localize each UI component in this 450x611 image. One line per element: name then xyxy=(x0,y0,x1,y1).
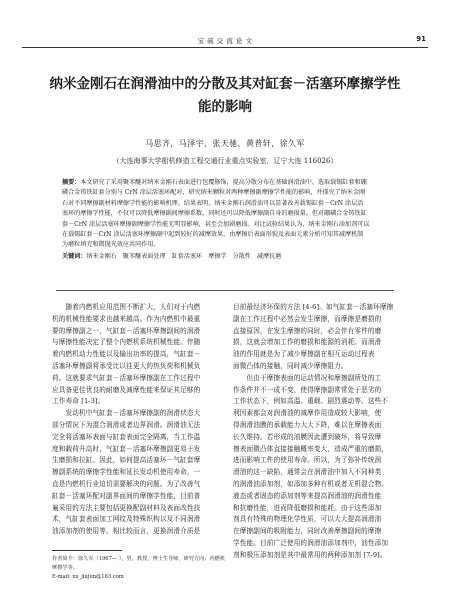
page-number: 91 xyxy=(416,35,426,43)
body-text-line: 利因素都会对润滑油的减摩作用造成较大影响，使 xyxy=(233,409,382,418)
footnote-rule xyxy=(52,550,122,551)
body-text-line: 要的摩擦副之一，气缸套－活塞环摩擦副间的润滑 xyxy=(52,326,201,335)
keywords xyxy=(62,252,390,262)
body-column-right xyxy=(233,302,409,562)
body-text-line: 进而影响工件的使用寿命。所以，为了弥补传统润 xyxy=(233,456,382,465)
abstract-label: 摘要： xyxy=(62,179,81,186)
body-text-line: 的润滑油添加剂，如添加多种有机或者无机混合物。 xyxy=(233,479,389,488)
keywords-label: 关键词： xyxy=(62,252,87,260)
body-text-line: 直是内燃机行业迫切需要解决的问题。为了改善气 xyxy=(52,479,201,488)
body-column-left xyxy=(52,302,228,538)
body-text-line: 油添加剂的使用等。相比较而言，更换润滑介质是 xyxy=(52,527,201,536)
body-text-line: 擦副系统的摩擦学性能和延长发动机使用寿命，一 xyxy=(52,468,201,477)
journal-name: 宝 硫 交 流 论 文 xyxy=(197,37,253,45)
body-text-line: 摩擦学等。 xyxy=(52,565,78,571)
body-text-line: 随着内燃机应用范围不断扩大，人们对于内燃 xyxy=(52,303,201,311)
title-line-2: 能的影响 xyxy=(198,99,252,115)
body-text-line: 擦表面微凸体直接接触概率变大，造成严重的磨损， xyxy=(233,444,389,453)
paper-title xyxy=(30,73,420,119)
affiliation: （大连海事大学船机修造工程交通行业重点实验室，辽宁大连 116026） xyxy=(112,157,338,165)
body-text-line: 活塞环摩擦副将承受比以往更大的热负荷和机械负 xyxy=(52,361,201,370)
keywords-text: 纳米金刚石 聚苯醚表面处理 缸套活塞环 摩擦学 分散性 减摩抗磨 xyxy=(86,252,282,260)
body-text-line: 工作寿命 [1-3]。 xyxy=(52,397,105,406)
body-text-line: 部分情况下为混合润滑或者边界润滑。润滑油无法 xyxy=(52,420,201,429)
body-text-line: 得润滑油膜的承载能力大大下降，难以在摩擦表面 xyxy=(233,420,382,429)
abstract-line: 在载锡缸套－CrN 涂层活塞环摩擦副中起到较好的减摩效果，由摩擦后表面形貌及表面元素分析可知其减摩机制 xyxy=(62,230,364,238)
body-text-line: 副在工作过程中必然会发生摩擦，而摩擦是磨损的 xyxy=(233,314,382,323)
body-text-line: 术，气缸套表面加工网纹及特殊织构以及不同润滑 xyxy=(52,515,201,524)
body-text-line: 液态或者固态的添加剂等来提高润滑油的润滑性能 xyxy=(233,491,382,500)
body-text-line: E-mail: xu_jiujun@163.com xyxy=(52,574,124,580)
body-text-line: 油的作用就是为了减少摩擦副在相互运动过程表 xyxy=(233,350,375,359)
body-text-line: 着内燃机动力性能以及输出功率的提高，气缸套－ xyxy=(52,350,201,359)
body-text-line: 剂和极压添加剂是其中最常用的两种添加剂 [7-9]。 xyxy=(233,550,387,559)
body-text-line: 和抗磨性能，进而降低磨损和能耗。由于这些添加 xyxy=(233,503,382,512)
body-text-line: 与摩擦性能决定了整个内燃机系统机械性能。伴随 xyxy=(52,338,201,347)
abstract-line: 磷合金铸铁缸套分别与 CrN 涂层活塞环配对，研究纳米颗粒对两种摩擦副摩擦学性能的影响，并探究了纳米金刚 xyxy=(62,189,366,197)
body-text-line: 剂具有特殊的物理化学性质，可以大大提高润滑油 xyxy=(233,515,382,524)
body-text-line: 面微凸体的接触，同时减少摩擦阻力。 xyxy=(233,361,348,370)
body-text-line: 工作状态下，例如高温、重载、剧烈震动等。这些不 xyxy=(233,397,389,406)
section-divider xyxy=(56,290,394,291)
body-text-line: 作者简介：徐久军（1967— ），男，教授，博士生导师，研究方向：内燃机 xyxy=(52,556,226,562)
author-footnote xyxy=(52,555,232,582)
body-text-line: 完全将活塞环表面与缸套表面完全隔离，当工作温 xyxy=(52,432,201,441)
body-text-line: 目前最经济环保的方法 [4-6]。如气缸套－活塞环摩擦 xyxy=(233,303,394,311)
body-text-line: 生磨损和拉缸。因此，如何提高活塞环－气缸套摩 xyxy=(52,456,201,465)
title-line-1: 纳米金刚石在润滑油中的分散及其对缸套－活塞环摩擦学性 xyxy=(49,76,401,92)
body-text-line: 在摩擦副间的吸附能力，同时改善摩擦副间的摩擦 xyxy=(233,527,382,536)
body-text-line: 直接原因，在发生摩擦的同时，必会伴有零件的磨 xyxy=(233,326,382,335)
body-text-line: 缸套－活塞环配对副界面间的摩擦学性能，目前普 xyxy=(52,491,201,500)
header-rule xyxy=(22,47,428,48)
body-text-line: 度和载荷升高时，气缸套－活塞环摩擦副更易于发 xyxy=(52,444,201,453)
body-text-line: 作条件并不一成不变，使得摩擦副常常处于恶劣的 xyxy=(233,385,382,394)
abstract-line: 为磨粒填充和微抛光效应共同作用。 xyxy=(62,241,160,249)
body-text-line: 应具备更佳优良的耐磨及减摩性能来保证其足够的 xyxy=(52,385,201,394)
body-text-line: 损，这就会增加工作的磨损和能源的消耗。而润滑 xyxy=(233,338,382,347)
body-text-line: 机的机械性能要求也越来越高。作为内燃机中最重 xyxy=(52,314,201,323)
abstract-line: 石对不同摩擦副材料摩擦学性能的影响机理。结果表明，纳米金刚石润滑油可以显著改善载锡缸套－CrN 涂层活 xyxy=(62,199,364,207)
abstract-line: 摘要：本文研究了采用聚苯醚对纳米金刚石表面进行包覆修饰，提高分散分布在基础润滑油中。选取载锡缸套和硼 xyxy=(62,179,367,186)
abstract-line: 塞环的摩擦学性能，不仅可以降低摩擦副间摩擦系数，同时还可以降低摩擦副自身的磨损量。但对硼磷合金铸铁缸 xyxy=(62,210,367,218)
body-text-line: 但由于摩擦表面的运动情况和摩擦副所处的工 xyxy=(233,373,382,382)
body-text-line: 学性能。目前广泛使用的润滑油添加剂中，油性添加 xyxy=(233,538,389,547)
author-list: 马思齐，马泽宇，张天驰，黄普轩，徐久军 xyxy=(145,139,305,148)
body-text-line: 遍采用的方法主要包括更换配副材料及表面改性技 xyxy=(52,503,201,512)
body-text-line: 荷。这就要求气缸套－活塞环摩擦副在工作过程中 xyxy=(52,373,201,382)
abstract-line: 套－CrN 涂层活塞环摩擦副摩擦学性能无明显影响，甚至会加剧磨损。对比试验结果认为，纳米金刚石添加剂可以 xyxy=(62,220,370,228)
body-text-line: 滑油的这一缺陷，通常会在润滑油中加入不同种类 xyxy=(233,468,382,477)
body-text-line: 长久维持。若形成的油膜因此遭到破坏，将导致摩 xyxy=(233,432,382,441)
body-text-line: 发动机中气缸套－活塞环摩擦副的润滑状态大 xyxy=(52,409,201,418)
abstract xyxy=(62,178,390,262)
